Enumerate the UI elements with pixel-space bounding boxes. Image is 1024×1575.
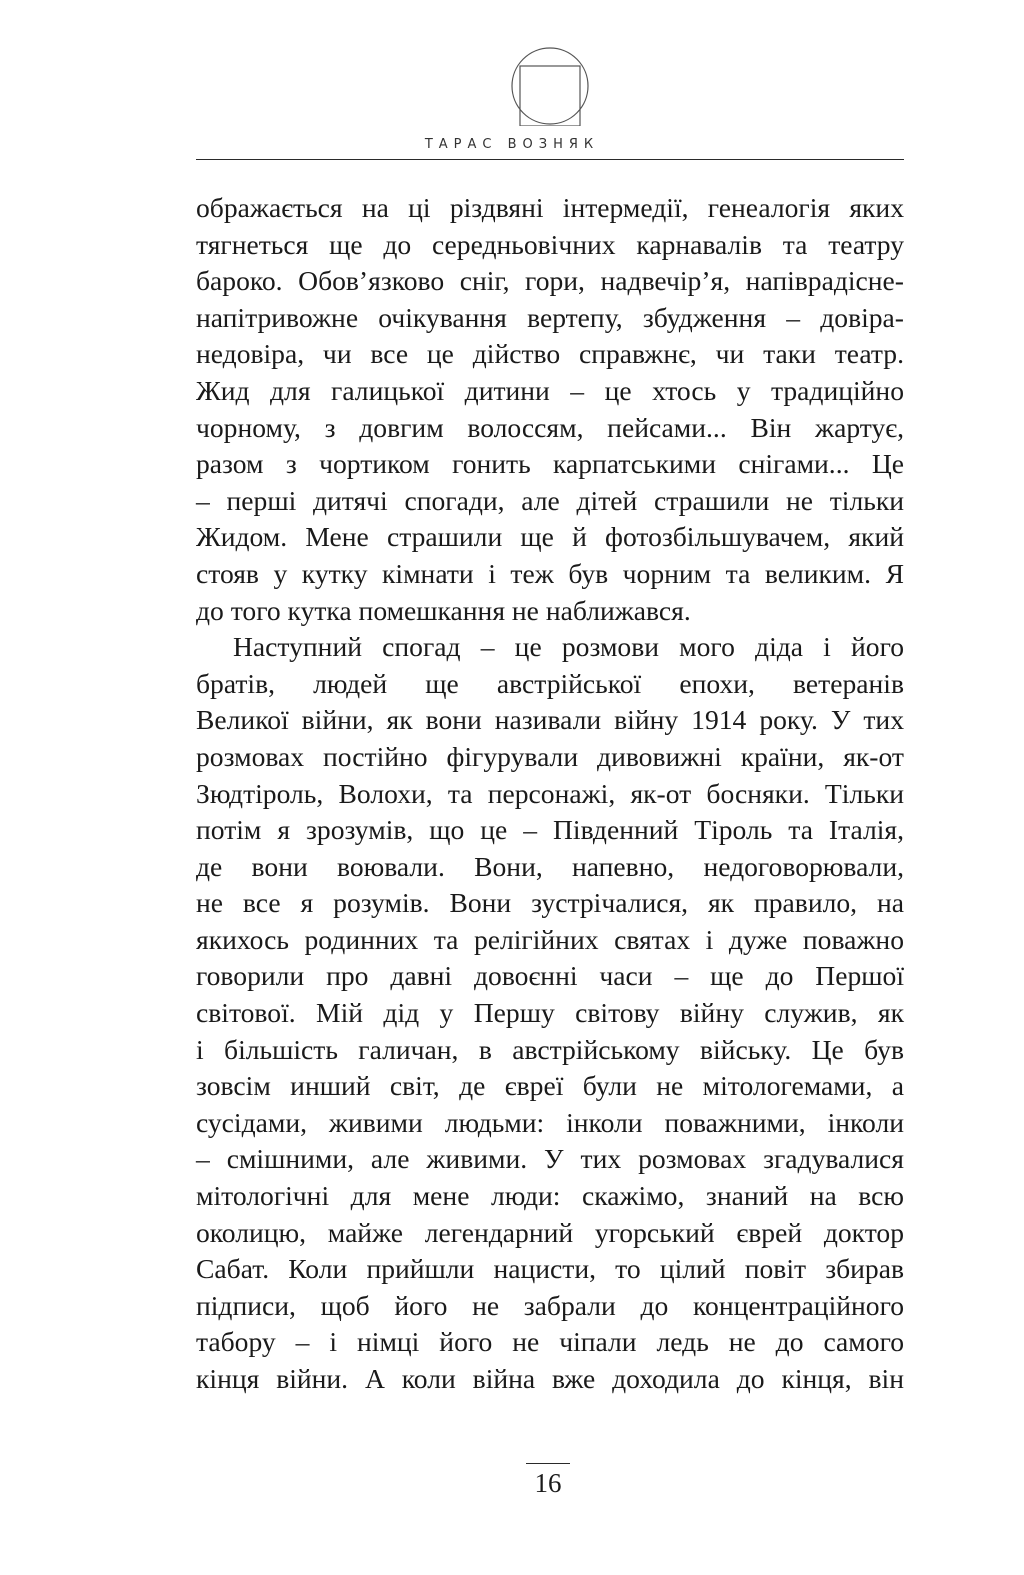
text-line: Великої війни, як вони називали війну 1914 року. У тих xyxy=(196,704,904,736)
text-line: околицю, майже легендарний угорський єврей доктор xyxy=(196,1216,904,1248)
text-line: табору – і німці його не чіпали ледь не до самого xyxy=(196,1326,904,1358)
main-text xyxy=(196,190,904,1398)
text-line: бароко. Обов’язково сніг, гори, надвечір’я, напіврадісне- xyxy=(196,265,904,297)
text-line: не все я розумів. Вони зустрічалися, як правило, на xyxy=(196,887,904,919)
text-line: розмовах постійно фігурували дивовижні країни, як-от xyxy=(196,740,904,772)
text-line: якихось родинних та релігійних святах і дуже поважно xyxy=(196,923,904,955)
text-line: чорному, з довгим волоссям, пейсами... Він жартує, xyxy=(196,411,904,443)
running-head-author: ТАРАС ВОЗНЯК xyxy=(424,137,600,152)
text-line: сусідами, живими людьми: інколи поважними, інколи xyxy=(196,1106,904,1138)
text-line: недовіра, чи все це дійство справжнє, чи таки театр. xyxy=(196,338,904,370)
text-line: де вони воювали. Вони, напевно, недоговорювали, xyxy=(196,850,904,882)
text-line: напітривожне очікування вертепу, збудження – довіра- xyxy=(196,301,904,333)
text-line: зовсім инший світ, де євреї були не мітологемами, а xyxy=(196,1070,904,1102)
text-line: разом з чортиком гонить карпатськими снігами... Це xyxy=(196,448,904,480)
text-line: підписи, щоб його не забрали до концентраційного xyxy=(196,1289,904,1321)
text-line: потім я зрозумів, що це – Південний Тіроль та Італія, xyxy=(196,814,904,846)
text-line: кінця війни. А коли війна вже доходила до кінця, він xyxy=(196,1363,904,1394)
text-line: і більшість галичан, в австрійському війську. Це був xyxy=(196,1033,904,1065)
page-number: 16 xyxy=(534,1468,562,1498)
text-line: стояв у кутку кімнати і теж був чорним та великим. Я xyxy=(196,557,904,589)
text-line: ображається на ці різдвяні інтермедії, генеалогія яких xyxy=(196,192,904,223)
text-line: мітологічні для мене люди: скажімо, знаний на всю xyxy=(196,1180,904,1212)
text-line: тягнеться ще до середньовічних карнавалів та театру xyxy=(196,228,904,260)
text-line: – перші дитячі спогади, але дітей страшили не тільки xyxy=(196,484,904,516)
text-line: до того кутка помешкання не наближався. xyxy=(196,594,691,626)
text-line: Сабат. Коли прийшли нацисти, то цілий повіт збирав xyxy=(196,1253,904,1285)
text-line: братів, людей ще австрійської епохи, ветеранів xyxy=(196,667,904,699)
text-line: Зюдтіроль, Волохи, та персонажі, як-от босняки. Тільки xyxy=(196,777,904,809)
text-line: – смішними, але живими. У тих розмовах згадувалися xyxy=(196,1143,904,1175)
page-number-rule xyxy=(526,1463,570,1464)
text-line: світової. Мій дід у Першу світову війну служив, як xyxy=(196,997,904,1029)
header-rule xyxy=(196,159,904,160)
text-line: Наступний спогад – це розмови мого діда і його xyxy=(233,631,904,663)
text-line: Жид для галицької дитини – це хтось у традиційно xyxy=(196,374,904,406)
text-line: Жидом. Мене страшили ще й фотозбільшувачем, який xyxy=(196,521,904,553)
circle-square-logo-icon xyxy=(510,46,590,126)
text-line: говорили про давні довоєнні часи – ще до Першої xyxy=(196,960,904,992)
